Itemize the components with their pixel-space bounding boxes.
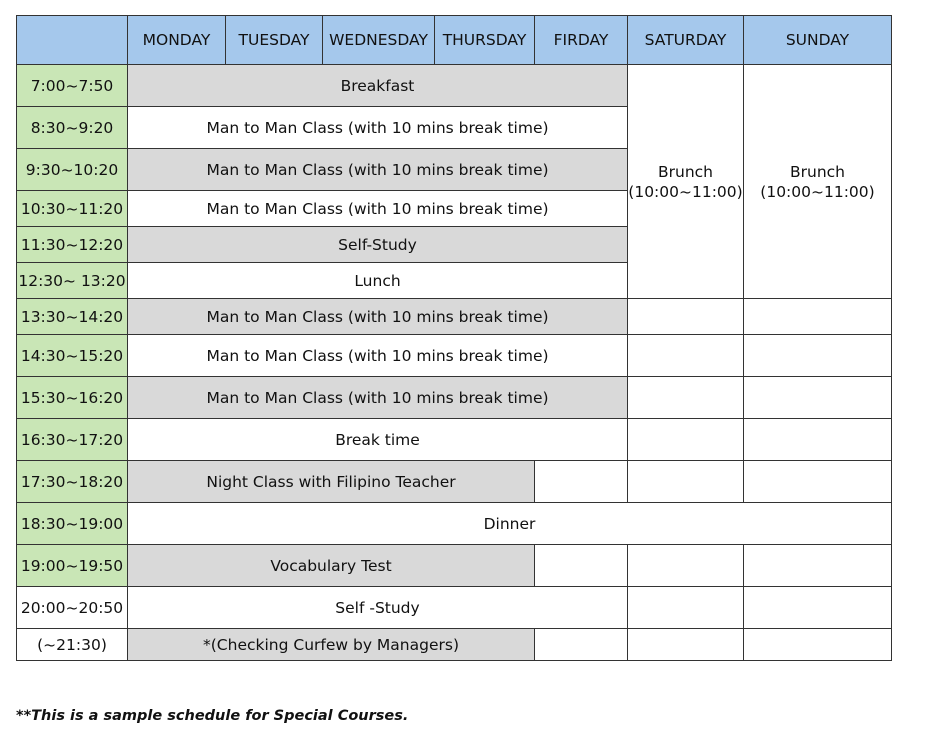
empty-cell bbox=[535, 629, 628, 661]
time-cell: 10:30~11:20 bbox=[17, 191, 128, 227]
header-monday: MONDAY bbox=[128, 16, 226, 65]
activity-vocab-test: Vocabulary Test bbox=[128, 545, 535, 587]
header-friday: FIRDAY bbox=[535, 16, 628, 65]
header-thursday: THURSDAY bbox=[435, 16, 535, 65]
sunday-brunch bbox=[744, 65, 892, 299]
time-cell: 13:30~14:20 bbox=[17, 299, 128, 335]
activity-night-class: Night Class with Filipino Teacher bbox=[128, 461, 535, 503]
brunch-time: (10:00~11:00) bbox=[760, 182, 875, 201]
time-cell: 14:30~15:20 bbox=[17, 335, 128, 377]
table-row bbox=[17, 65, 892, 107]
brunch-label: Brunch bbox=[790, 162, 845, 181]
activity-class: Man to Man Class (with 10 mins break time) bbox=[128, 149, 628, 191]
activity-self-study-2: Self -Study bbox=[128, 587, 628, 629]
time-cell: 9:30~10:20 bbox=[17, 149, 128, 191]
table-row bbox=[17, 299, 892, 335]
empty-cell bbox=[744, 299, 892, 335]
activity-curfew: *(Checking Curfew by Managers) bbox=[128, 629, 535, 661]
empty-cell bbox=[744, 587, 892, 629]
table-row bbox=[17, 377, 892, 419]
activity-self-study: Self-Study bbox=[128, 227, 628, 263]
activity-dinner: Dinner bbox=[128, 503, 892, 545]
header-row bbox=[17, 16, 892, 65]
empty-cell bbox=[628, 377, 744, 419]
table-row bbox=[17, 335, 892, 377]
time-cell: 20:00~20:50 bbox=[17, 587, 128, 629]
empty-cell bbox=[628, 461, 744, 503]
schedule-table bbox=[16, 15, 892, 661]
time-cell: 7:00~7:50 bbox=[17, 65, 128, 107]
empty-cell bbox=[744, 545, 892, 587]
table-row bbox=[17, 587, 892, 629]
activity-breakfast: Breakfast bbox=[128, 65, 628, 107]
time-cell: 12:30~ 13:20 bbox=[17, 263, 128, 299]
empty-cell bbox=[628, 587, 744, 629]
empty-cell bbox=[628, 545, 744, 587]
activity-class: Man to Man Class (with 10 mins break time) bbox=[128, 107, 628, 149]
table-row bbox=[17, 461, 892, 503]
brunch-label: Brunch bbox=[658, 162, 713, 181]
empty-cell bbox=[744, 629, 892, 661]
footnote: **This is a sample schedule for Special Courses. bbox=[16, 708, 409, 724]
empty-cell bbox=[744, 335, 892, 377]
time-cell: 11:30~12:20 bbox=[17, 227, 128, 263]
empty-cell bbox=[535, 545, 628, 587]
empty-cell bbox=[628, 419, 744, 461]
brunch-time: (10:00~11:00) bbox=[628, 182, 743, 201]
empty-cell bbox=[744, 377, 892, 419]
table-row bbox=[17, 503, 892, 545]
activity-class: Man to Man Class (with 10 mins break time) bbox=[128, 377, 628, 419]
time-cell: 17:30~18:20 bbox=[17, 461, 128, 503]
time-cell: 19:00~19:50 bbox=[17, 545, 128, 587]
empty-cell bbox=[535, 461, 628, 503]
activity-lunch: Lunch bbox=[128, 263, 628, 299]
activity-break-time: Break time bbox=[128, 419, 628, 461]
header-corner bbox=[17, 16, 128, 65]
header-saturday: SATURDAY bbox=[628, 16, 744, 65]
header-wednesday: WEDNESDAY bbox=[323, 16, 435, 65]
table-row bbox=[17, 545, 892, 587]
saturday-brunch bbox=[628, 65, 744, 299]
header-tuesday: TUESDAY bbox=[226, 16, 323, 65]
empty-cell bbox=[628, 335, 744, 377]
empty-cell bbox=[628, 299, 744, 335]
activity-class: Man to Man Class (with 10 mins break time) bbox=[128, 335, 628, 377]
empty-cell bbox=[744, 419, 892, 461]
activity-class: Man to Man Class (with 10 mins break time) bbox=[128, 299, 628, 335]
empty-cell bbox=[744, 461, 892, 503]
header-sunday: SUNDAY bbox=[744, 16, 892, 65]
time-cell: 18:30~19:00 bbox=[17, 503, 128, 545]
table-row bbox=[17, 629, 892, 661]
time-cell: (~21:30) bbox=[17, 629, 128, 661]
time-cell: 16:30~17:20 bbox=[17, 419, 128, 461]
time-cell: 8:30~9:20 bbox=[17, 107, 128, 149]
activity-class: Man to Man Class (with 10 mins break time) bbox=[128, 191, 628, 227]
empty-cell bbox=[628, 629, 744, 661]
table-row bbox=[17, 419, 892, 461]
time-cell: 15:30~16:20 bbox=[17, 377, 128, 419]
